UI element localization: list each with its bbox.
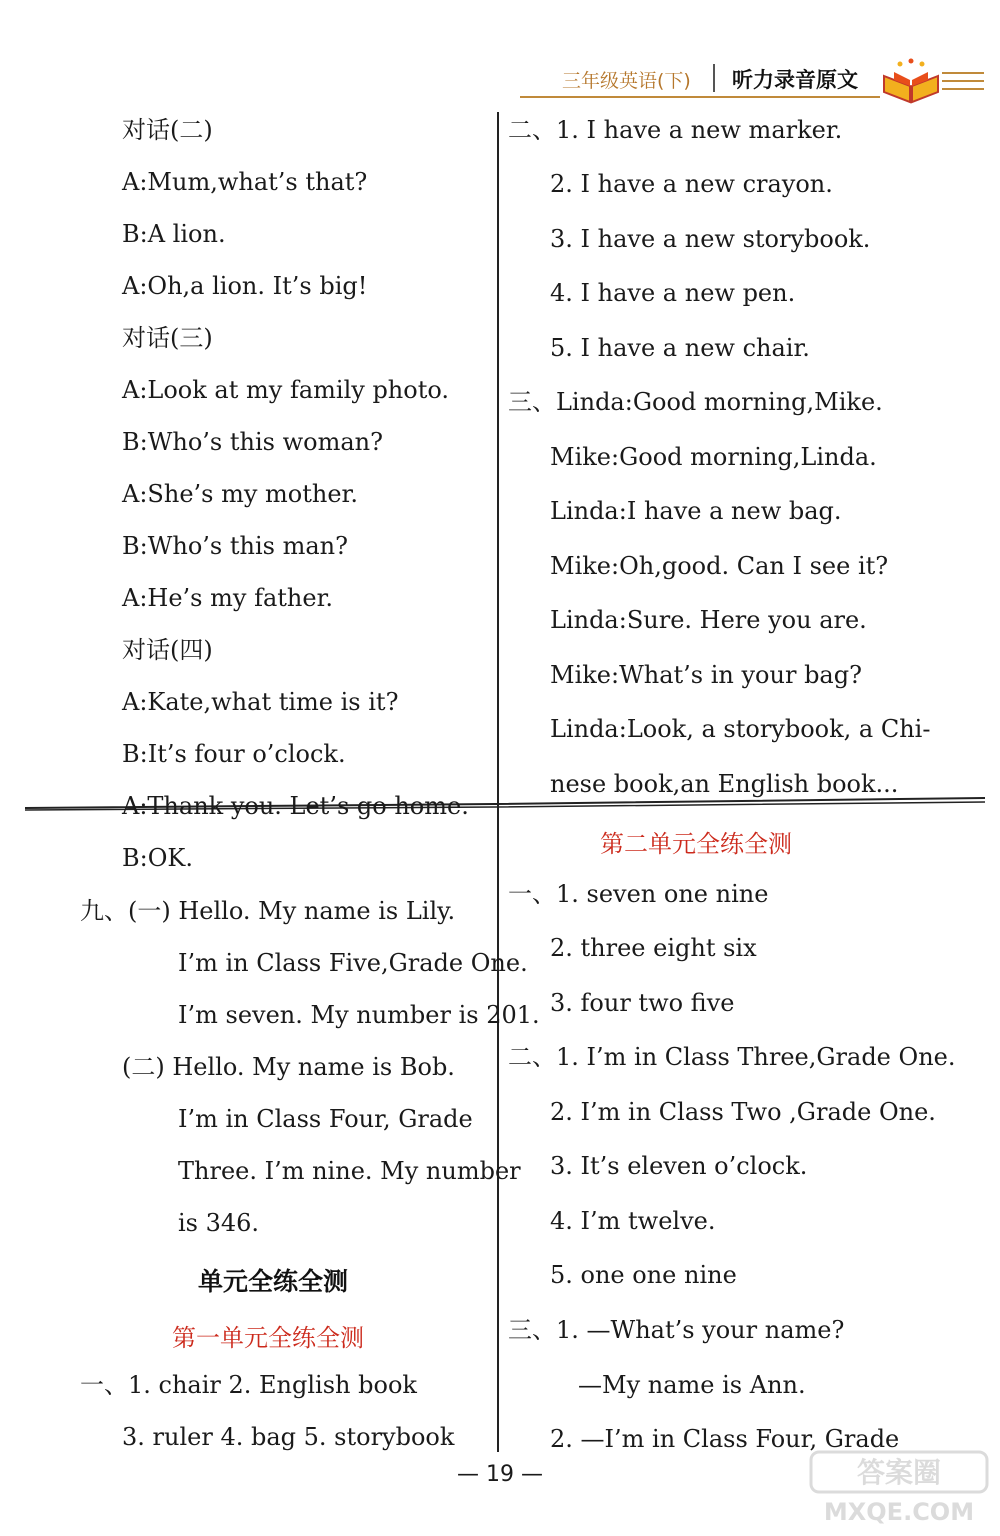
left-text-line: B:A lion. — [122, 220, 226, 248]
right-text-line: nese book,an English book... — [550, 770, 899, 798]
left-text-line: 3. ruler 4. bag 5. storybook — [122, 1423, 455, 1451]
right-text-line: 二、1. I’m in Class Three,Grade One. — [508, 1043, 956, 1071]
right-text-line: 3. It’s eleven o’clock. — [550, 1152, 808, 1180]
left-text-line: (二) Hello. My name is Bob. — [122, 1053, 455, 1081]
page-number: — 19 — — [457, 1462, 543, 1487]
right-text-line: 4. I’m twelve. — [550, 1207, 716, 1235]
left-text-line: I’m in Class Five,Grade One. — [178, 949, 528, 977]
left-text-line: 对话(四) — [122, 636, 213, 664]
left-text-line: A:Kate,what time is it? — [122, 688, 399, 716]
left-text-line: B:OK. — [122, 844, 193, 872]
right-text-line: —My name is Ann. — [578, 1371, 806, 1399]
right-text-line: 3. four two five — [550, 989, 735, 1017]
header-title: 听力录音原文 — [732, 68, 858, 92]
left-text-line: 九、(一) Hello. My name is Lily. — [80, 897, 456, 925]
left-text-line: B:It’s four o’clock. — [122, 740, 346, 768]
left-text-line: A:Thank you. Let’s go home. — [122, 792, 469, 820]
left-text-line: A:Mum,what’s that? — [122, 168, 368, 196]
header-separator — [713, 64, 715, 92]
right-text-line: 三、Linda:Good morning,Mike. — [508, 388, 883, 416]
right-text-line: 一、1. seven one nine — [508, 880, 769, 908]
right-text-line: 2. I have a new crayon. — [550, 170, 833, 198]
right-text-line: Linda:Look, a storybook, a Chi- — [550, 715, 931, 743]
right-text-line: Linda:Sure. Here you are. — [550, 606, 867, 634]
left-text-line: 一、1. chair 2. English book — [80, 1371, 417, 1399]
right-text-line: 2. I’m in Class Two ,Grade One. — [550, 1098, 936, 1126]
header-subtitle: 三年级英语(下) — [562, 70, 691, 92]
right-text-line: Linda:I have a new bag. — [550, 497, 842, 525]
left-text-line: A:Oh,a lion. It’s big! — [122, 272, 368, 300]
watermark-logo — [805, 1448, 995, 1528]
right-text-line: Mike:Oh,good. Can I see it? — [550, 552, 889, 580]
left-text-line: Three. I’m nine. My number — [178, 1157, 521, 1185]
page-header — [520, 58, 985, 102]
right-text-line: Mike:What’s in your bag? — [550, 661, 862, 689]
svg-text:MXQE.COM: MXQE.COM — [823, 1498, 975, 1526]
column-divider — [497, 112, 499, 1452]
unit-heading: 第二单元全练全测 — [600, 830, 792, 858]
left-text-line: A:He’s my father. — [122, 584, 334, 612]
unit-heading: 第一单元全练全测 — [172, 1324, 364, 1352]
left-text-line: A:She’s my mother. — [122, 480, 359, 508]
left-text-line: is 346. — [178, 1209, 260, 1237]
left-text-line: B:Who’s this man? — [122, 532, 348, 560]
left-text-line: I’m seven. My number is 201. — [178, 1001, 540, 1029]
right-text-line: Mike:Good morning,Linda. — [550, 443, 877, 471]
right-text-line: 3. I have a new storybook. — [550, 225, 871, 253]
header-decorative-rules — [942, 72, 984, 96]
right-text-line: 4. I have a new pen. — [550, 279, 796, 307]
left-text-line: I’m in Class Four, Grade — [178, 1105, 473, 1133]
right-text-line: 5. I have a new chair. — [550, 334, 810, 362]
left-text-line: B:Who’s this woman? — [122, 428, 383, 456]
left-text-line: 对话(三) — [122, 324, 213, 352]
right-text-line: 2. —I’m in Class Four, Grade — [550, 1425, 900, 1453]
right-text-line: 2. three eight six — [550, 934, 757, 962]
right-text-line: 5. one one nine — [550, 1261, 737, 1289]
header-underline — [520, 96, 880, 98]
right-text-line: 三、1. —What’s your name? — [508, 1316, 845, 1344]
right-text-line: 二、1. I have a new marker. — [508, 116, 843, 144]
open-book-icon — [880, 58, 942, 104]
svg-text:答案圈: 答案圈 — [856, 1456, 942, 1489]
section-heading: 单元全练全测 — [198, 1267, 349, 1296]
left-text-line: 对话(二) — [122, 116, 213, 144]
left-text-line: A:Look at my family photo. — [122, 376, 450, 404]
